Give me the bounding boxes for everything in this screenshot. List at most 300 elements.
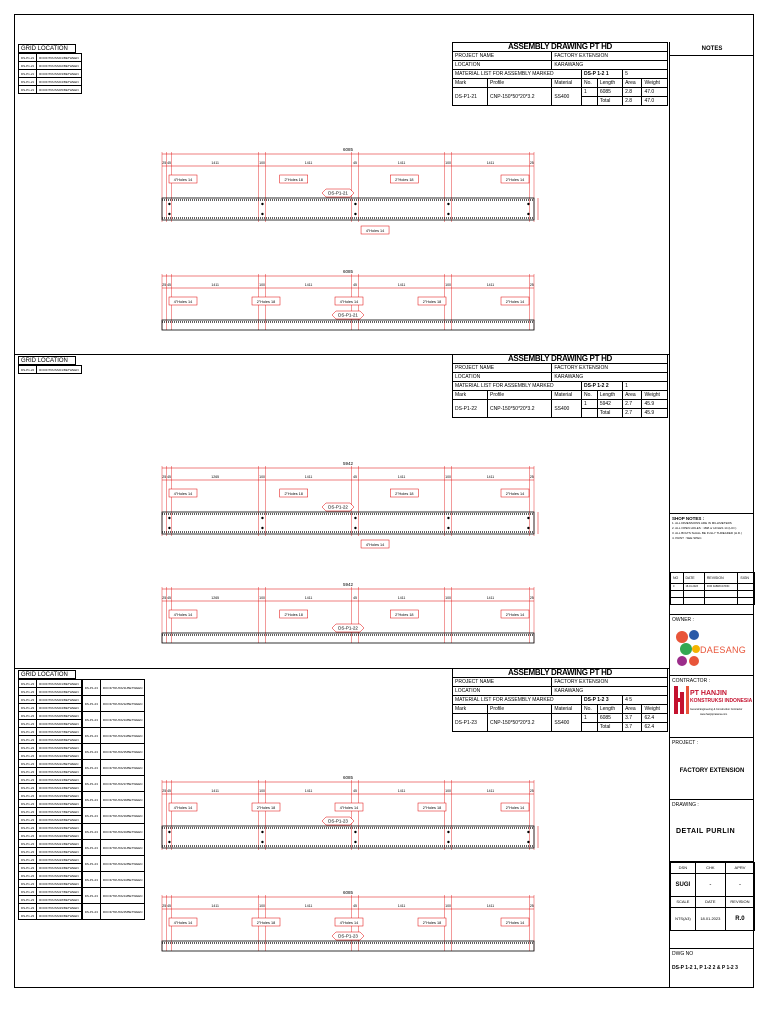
- dsn-value: SUGI: [671, 874, 696, 897]
- hole-callout: 2"Holes 18: [256, 300, 276, 304]
- cell-material: SS400: [552, 88, 582, 106]
- bolt-hole: [261, 831, 263, 833]
- segment-dim: 1411: [397, 596, 406, 600]
- cell-length: 6085: [597, 88, 622, 97]
- grid-cell: DS-P1-23: [82, 680, 100, 696]
- contractor-subtitle: General Engineering & Construction Contractor: [690, 708, 743, 711]
- segment-dim: 1411: [211, 283, 219, 287]
- segment-dim: 25: [162, 904, 167, 908]
- grid-header: GRID LOCATION: [19, 671, 76, 679]
- segment-dim: 100: [445, 789, 451, 793]
- grid-cell: ROOF/TRUSS/09/BETWEEN: [37, 744, 82, 752]
- bolt-hole: [261, 527, 263, 529]
- bolt-hole: [168, 841, 170, 843]
- bolt-hole: [354, 517, 356, 519]
- grid-cell: DS-P1-23: [82, 872, 100, 888]
- assembly-title: ASSEMBLY DRAWING PT HD: [453, 355, 668, 364]
- grid-cell: DS-P1-23: [19, 808, 37, 816]
- grid-cell: DS-P1-23: [82, 744, 100, 760]
- bolt-hole: [447, 517, 449, 519]
- grid-cell: DS-P1-23: [19, 864, 37, 872]
- assembly-title: ASSEMBLY DRAWING PT HD: [453, 43, 668, 52]
- segment-dim: 1411: [211, 904, 219, 908]
- project-label: PROJECT NAME: [453, 52, 552, 61]
- date-label: DATE: [695, 897, 725, 908]
- segment-dim: 1411: [486, 161, 495, 165]
- grid-cell: ROOF/TRUSS/25/BETWEEN: [37, 872, 82, 880]
- grid-cell: ROOF/TRUSS/06/BETWEEN: [37, 720, 82, 728]
- overall-dim: 5942: [342, 582, 354, 587]
- segment-dim: 100: [259, 789, 265, 793]
- material-qty: 4 5: [623, 696, 668, 705]
- grid-cell: DS-P1-23: [19, 800, 37, 808]
- hole-callout: 2"Holes 14: [505, 921, 525, 925]
- dsn-label: DSN: [671, 863, 696, 874]
- revision-value: R.0: [725, 908, 754, 931]
- segment-dim: 25: [529, 475, 534, 479]
- hole-callout: 2"Holes 18: [256, 921, 276, 925]
- contractor-name: PT HANJIN: [690, 690, 727, 697]
- rev-cell: 18.01.2023: [683, 584, 704, 591]
- drawing-area: [14, 42, 669, 988]
- grid-cell: DS-P1-23: [19, 792, 37, 800]
- grid-cell: ROOF/TRUSS/12/BETWEEN: [37, 768, 82, 776]
- title-block: [669, 42, 754, 988]
- col-header: Mark: [453, 79, 488, 88]
- cell-profile: CNP-150*50*20*3.2: [488, 714, 552, 732]
- cell-mark: DS-P1-22: [453, 400, 488, 418]
- hole-callout: 2"Holes 14: [505, 492, 525, 496]
- segment-dim: 1411: [397, 789, 406, 793]
- grid-cell: DS-P1-23: [82, 824, 100, 840]
- cell-mark: DS-P1-23: [453, 714, 488, 732]
- contractor-label: CONTRACTOR :: [672, 678, 710, 684]
- grid-cell: ROOF/TRUSS/24/BETWEEN: [37, 864, 82, 872]
- rev-col: NO: [671, 573, 684, 584]
- segment-dim: 1411: [304, 283, 313, 287]
- cell-area: 2.8: [623, 88, 642, 97]
- col-header: Length: [597, 79, 622, 88]
- segment-dim: 1411: [397, 161, 406, 165]
- grid-cell: ROOF/TRUSS/10/BETWEEN: [37, 752, 82, 760]
- grid-cell: ROOF/TRUSS/33/BETWEEN: [100, 712, 145, 728]
- material-label: MATERIAL LIST FOR ASSEMBLY MARKED: [453, 382, 582, 391]
- bolt-hole: [527, 203, 529, 205]
- grid-cell: ROOF/TRUSS/17/BETWEEN: [37, 808, 82, 816]
- grid-cell: DS-P1-21: [19, 70, 37, 78]
- material-mark: DS-P 1-2 1: [581, 70, 622, 79]
- bolt-hole: [527, 831, 529, 833]
- grid-cell: DS-P1-23: [19, 848, 37, 856]
- grid-cell: ROOF/TRUSS/04/BETWEEN: [37, 704, 82, 712]
- location-label: LOCATION: [453, 687, 552, 696]
- grid-cell: DS-P1-23: [19, 880, 37, 888]
- segment-dim: 1411: [211, 789, 219, 793]
- rev-cell: FOR FABRICATION: [704, 584, 738, 591]
- hole-callout: 2"Holes 14: [505, 613, 525, 617]
- total-label: Total: [597, 409, 622, 418]
- grid-cell: ROOF/TRUSS/05/BETWEEN: [37, 86, 82, 94]
- rev-col: DATE: [683, 573, 704, 584]
- bolt-hole: [354, 527, 356, 529]
- segment-dim: 100: [259, 475, 265, 479]
- purlin-body: [162, 512, 534, 534]
- grid-cell: ROOF/TRUSS/01/BETWEEN: [37, 366, 82, 374]
- col-header: Area: [623, 391, 642, 400]
- material-qty: 1: [623, 382, 668, 391]
- cell-weight: 45.9: [642, 400, 668, 409]
- grid-cell: DS-P1-23: [19, 856, 37, 864]
- segment-dim: 1411: [304, 596, 313, 600]
- apr-label: APRV: [725, 863, 754, 874]
- segment-dim: 45: [353, 161, 358, 165]
- col-header: Length: [597, 705, 622, 714]
- grid-cell: DS-P1-23: [82, 888, 100, 904]
- grid-cell: DS-P1-23: [19, 744, 37, 752]
- bolt-hole: [354, 841, 356, 843]
- total-area: 2.7: [623, 409, 642, 418]
- project-label: PROJECT NAME: [453, 364, 552, 373]
- col-header: Mark: [453, 705, 488, 714]
- grid-cell: DS-P1-21: [19, 62, 37, 70]
- purlin-body: [162, 198, 534, 220]
- chk-value: -: [695, 874, 725, 897]
- segment-dim: 100: [445, 904, 451, 908]
- grid-cell: DS-P1-23: [19, 824, 37, 832]
- grid-cell: ROOF/TRUSS/28/BETWEEN: [37, 896, 82, 904]
- segment-dim: 1411: [304, 789, 313, 793]
- col-header: No.: [581, 705, 597, 714]
- bolt-hole: [354, 831, 356, 833]
- col-header: Profile: [488, 705, 552, 714]
- grid-cell: ROOF/TRUSS/22/BETWEEN: [37, 848, 82, 856]
- grid-cell: DS-P1-23: [19, 904, 37, 912]
- col-header: Area: [623, 705, 642, 714]
- bolt-hole: [168, 213, 170, 215]
- hole-callout: 4"Holes 14: [173, 492, 193, 496]
- grid-cell: DS-P1-23: [19, 696, 37, 704]
- col-header: Length: [597, 391, 622, 400]
- purlin-drawings: [14, 42, 669, 988]
- segment-dim: 25: [529, 904, 534, 908]
- grid-cell: ROOF/TRUSS/07/BETWEEN: [37, 728, 82, 736]
- bolt-hole: [527, 213, 529, 215]
- segment-dim: 100: [445, 475, 451, 479]
- cell-area: 2.7: [623, 400, 642, 409]
- grid-cell: ROOF/TRUSS/34/BETWEEN: [100, 728, 145, 744]
- shop-note: 3. ALL BOLTS SHALL BE FULLY THREADED (H.D.): [672, 531, 742, 535]
- cell-profile: CNP-150*50*20*3.2: [488, 88, 552, 106]
- owner-label: OWNER :: [672, 617, 694, 623]
- segment-dim: 45: [167, 596, 172, 600]
- grid-cell: ROOF/TRUSS/37/BETWEEN: [100, 776, 145, 792]
- mark-tag-label: DS-P1-22: [338, 625, 358, 631]
- segment-dim: 1411: [486, 475, 495, 479]
- grid-cell: DS-P1-23: [19, 712, 37, 720]
- hole-callout: 4"Holes 14: [339, 300, 359, 304]
- cell-material: SS400: [552, 714, 582, 732]
- bolt-hole: [447, 831, 449, 833]
- grid-cell: DS-P1-23: [19, 832, 37, 840]
- drawing-label: DRAWING :: [672, 802, 699, 808]
- signoff-table: [670, 862, 755, 931]
- segment-dim: 1265: [211, 475, 220, 479]
- grid-cell: DS-P1-23: [82, 792, 100, 808]
- segment-dim: 25: [529, 596, 534, 600]
- grid-cell: ROOF/TRUSS/43/BETWEEN: [100, 872, 145, 888]
- grid-cell: DS-P1-23: [19, 688, 37, 696]
- grid-cell: ROOF/TRUSS/14/BETWEEN: [37, 784, 82, 792]
- notes-title: NOTES: [670, 42, 754, 56]
- hole-callout: 2"Holes 14: [505, 178, 525, 182]
- grid-cell: ROOF/TRUSS/13/BETWEEN: [37, 776, 82, 784]
- hole-callout: 2"Holes 18: [422, 806, 442, 810]
- grid-cell: DS-P1-23: [19, 720, 37, 728]
- grid-cell: ROOF/TRUSS/02/BETWEEN: [37, 62, 82, 70]
- bolt-hole: [527, 527, 529, 529]
- segment-dim: 100: [259, 283, 265, 287]
- bolt-hole: [168, 831, 170, 833]
- apr-value: -: [725, 874, 754, 897]
- col-header: Profile: [488, 391, 552, 400]
- hole-callout: 2"Holes 18: [256, 806, 276, 810]
- grid-cell: ROOF/TRUSS/23/BETWEEN: [37, 856, 82, 864]
- grid-cell: ROOF/TRUSS/29/BETWEEN: [37, 904, 82, 912]
- grid-cell: DS-P1-23: [19, 840, 37, 848]
- cell-no: 1: [581, 400, 597, 409]
- hole-callout: 4"Holes 14: [339, 806, 359, 810]
- date-value: 18.01.2023: [695, 908, 725, 931]
- grid-cell: ROOF/TRUSS/41/BETWEEN: [100, 840, 145, 856]
- segment-dim: 1411: [486, 283, 495, 287]
- assembly-title: ASSEMBLY DRAWING PT HD: [453, 669, 668, 678]
- location-label: LOCATION: [453, 373, 552, 382]
- hole-callout: 2"Holes 18: [395, 178, 414, 182]
- grid-cell: ROOF/TRUSS/11/BETWEEN: [37, 760, 82, 768]
- material-mark: DS-P 1-2 3: [581, 696, 622, 705]
- segment-dim: 45: [167, 283, 172, 287]
- total-area: 2.8: [623, 97, 642, 106]
- grid-cell: DS-P1-21: [19, 86, 37, 94]
- grid-cell: DS-P1-23: [19, 704, 37, 712]
- drawing-box: [670, 800, 754, 862]
- grid-cell: DS-P1-23: [19, 728, 37, 736]
- segment-dim: 1411: [486, 789, 495, 793]
- bolt-hole: [168, 517, 170, 519]
- scale-label: SCALE: [671, 897, 696, 908]
- total-area: 3.7: [623, 723, 642, 732]
- mark-tag-label: DS-P1-21: [328, 190, 348, 196]
- bolt-hole: [527, 517, 529, 519]
- total-weight: 62.4: [642, 723, 668, 732]
- grid-cell: DS-P1-23: [82, 760, 100, 776]
- grid-cell: ROOF/TRUSS/27/BETWEEN: [37, 888, 82, 896]
- project-name: FACTORY EXTENSION: [679, 768, 745, 774]
- grid-cell: ROOF/TRUSS/15/BETWEEN: [37, 792, 82, 800]
- segment-dim: 100: [259, 596, 265, 600]
- grid-cell: ROOF/TRUSS/35/BETWEEN: [100, 744, 145, 760]
- segment-dim: 1411: [397, 283, 406, 287]
- grid-cell: DS-P1-23: [82, 904, 100, 920]
- segment-dim: 45: [353, 789, 358, 793]
- hole-callout: 4"Holes 14: [173, 300, 193, 304]
- segment-dim: 45: [167, 161, 172, 165]
- segment-dim: 100: [259, 161, 265, 165]
- shop-note: 2. ALL OPEN HOLES : 18Ø or HOLES 14 (H.D.): [672, 526, 737, 530]
- bolt-hole: [261, 841, 263, 843]
- grid-cell: DS-P1-23: [19, 736, 37, 744]
- bolt-hole: [354, 203, 356, 205]
- grid-header: GRID LOCATION: [19, 357, 76, 365]
- grid-cell: ROOF/TRUSS/04/BETWEEN: [37, 78, 82, 86]
- chk-label: CHK: [695, 863, 725, 874]
- segment-dim: 45: [353, 904, 358, 908]
- hole-callout: 2"Holes 18: [284, 613, 303, 617]
- grid-cell: DS-P1-23: [19, 760, 37, 768]
- col-header: Mark: [453, 391, 488, 400]
- segment-dim: 25: [529, 283, 534, 287]
- shop-notes-title: SHOP NOTES :: [672, 516, 705, 521]
- project-label: PROJECT NAME: [453, 678, 552, 687]
- grid-cell: DS-P1-23: [82, 840, 100, 856]
- owner-box: [670, 614, 754, 676]
- grid-cell: ROOF/TRUSS/39/BETWEEN: [100, 808, 145, 824]
- hole-callout: 4"Holes 14: [173, 178, 193, 182]
- dwg-no-box: [670, 948, 754, 988]
- cell-no: 1: [581, 88, 597, 97]
- bolt-hole: [261, 517, 263, 519]
- hole-callout: 2"Holes 14: [505, 806, 525, 810]
- mark-tag-label: DS-P1-21: [338, 312, 358, 318]
- segment-dim: 1411: [397, 904, 406, 908]
- grid-cell: DS-P1-23: [19, 872, 37, 880]
- material-mark: DS-P 1-2 2: [581, 382, 622, 391]
- purlin-body: [162, 826, 534, 848]
- hole-callout: 4"Holes 14: [173, 806, 193, 810]
- segment-dim: 45: [167, 475, 172, 479]
- location-value: KARAWANG: [552, 687, 668, 696]
- col-header: Material: [552, 705, 582, 714]
- col-header: No.: [581, 79, 597, 88]
- contractor-name-2: KONSTRUKSI INDONESIA: [690, 698, 753, 704]
- segment-dim: 25: [529, 161, 534, 165]
- material-label: MATERIAL LIST FOR ASSEMBLY MARKED: [453, 696, 582, 705]
- overall-dim: 6085: [342, 890, 354, 895]
- overall-dim: 5942: [342, 461, 354, 466]
- grid-cell: DS-P1-21: [19, 54, 37, 62]
- hole-callout: 4"Holes 14: [365, 229, 385, 233]
- bolt-hole: [447, 527, 449, 529]
- grid-cell: ROOF/TRUSS/36/BETWEEN: [100, 760, 145, 776]
- total-weight: 45.9: [642, 409, 668, 418]
- mark-tag-label: DS-P1-22: [328, 504, 348, 510]
- project-value: FACTORY EXTENSION: [552, 52, 668, 61]
- bolt-hole: [261, 203, 263, 205]
- dwg-no-value: DS-P 1-2 1, P 1-2 2 & P 1-2 3: [672, 965, 738, 971]
- grid-cell: DS-P1-23: [19, 680, 37, 688]
- hole-callout: 2"Holes 14: [505, 300, 525, 304]
- location-label: LOCATION: [453, 61, 552, 70]
- cell-length: 6085: [597, 714, 622, 723]
- notes-box: [670, 42, 754, 514]
- material-label: MATERIAL LIST FOR ASSEMBLY MARKED: [453, 70, 582, 79]
- grid-cell: ROOF/TRUSS/26/BETWEEN: [37, 880, 82, 888]
- scale-value: NTS(A3): [671, 908, 696, 931]
- segment-dim: 1265: [211, 596, 220, 600]
- hole-callout: 2"Holes 18: [284, 492, 303, 496]
- hole-callout: 2"Holes 18: [422, 921, 442, 925]
- hole-callout: 4"Holes 14: [365, 543, 385, 547]
- grid-cell: ROOF/TRUSS/40/BETWEEN: [100, 824, 145, 840]
- overall-dim: 6085: [342, 147, 354, 152]
- grid-cell: DS-P1-23: [19, 776, 37, 784]
- hole-callout: 2"Holes 18: [422, 300, 442, 304]
- col-header: Weight: [642, 79, 668, 88]
- grid-cell: DS-P1-23: [19, 912, 37, 920]
- grid-cell: DS-P1-23: [82, 856, 100, 872]
- cell-no: 1: [581, 714, 597, 723]
- segment-dim: 1411: [486, 596, 495, 600]
- segment-dim: 25: [162, 161, 167, 165]
- col-header: Material: [552, 79, 582, 88]
- cell-weight: 62.4: [642, 714, 668, 723]
- segment-dim: 1411: [304, 475, 313, 479]
- grid-cell: ROOF/TRUSS/32/BETWEEN: [100, 696, 145, 712]
- grid-cell: DS-P1-23: [19, 816, 37, 824]
- cell-mark: DS-P1-21: [453, 88, 488, 106]
- hanjin-logo-icon: [674, 686, 690, 714]
- project-box: [670, 738, 754, 800]
- col-header: No.: [581, 391, 597, 400]
- segment-dim: 100: [445, 283, 451, 287]
- grid-cell: ROOF/TRUSS/44/BETWEEN: [100, 888, 145, 904]
- cell-profile: CNP-150*50*20*3.2: [488, 400, 552, 418]
- segment-dim: 100: [445, 596, 451, 600]
- bolt-hole: [447, 203, 449, 205]
- grid-cell: ROOF/TRUSS/18/BETWEEN: [37, 816, 82, 824]
- grid-cell: DS-P1-23: [19, 888, 37, 896]
- grid-cell: ROOF/TRUSS/31/BETWEEN: [100, 680, 145, 696]
- grid-cell: ROOF/TRUSS/42/BETWEEN: [100, 856, 145, 872]
- cell-length: 5942: [597, 400, 622, 409]
- grid-cell: ROOF/TRUSS/03/BETWEEN: [37, 70, 82, 78]
- revision-label: REVISION: [725, 897, 754, 908]
- grid-cell: ROOF/TRUSS/02/BETWEEN: [37, 688, 82, 696]
- bolt-hole: [447, 213, 449, 215]
- drawing-name: DETAIL PURLIN: [676, 828, 736, 835]
- location-value: KARAWANG: [552, 373, 668, 382]
- shop-notes-block: [672, 516, 754, 541]
- segment-dim: 25: [162, 475, 167, 479]
- segment-dim: 45: [167, 904, 172, 908]
- col-header: Profile: [488, 79, 552, 88]
- segment-dim: 25: [162, 789, 167, 793]
- owner-name: DAESANG: [700, 645, 747, 655]
- contractor-website: www.hanjinpratama.com: [700, 713, 728, 716]
- grid-cell: ROOF/TRUSS/38/BETWEEN: [100, 792, 145, 808]
- hole-callout: 2"Holes 18: [284, 178, 303, 182]
- project-value: FACTORY EXTENSION: [552, 364, 668, 373]
- grid-cell: ROOF/TRUSS/30/BETWEEN: [37, 912, 82, 920]
- bolt-hole: [354, 213, 356, 215]
- bolt-hole: [168, 203, 170, 205]
- grid-cell: DS-P1-23: [19, 784, 37, 792]
- grid-cell: ROOF/TRUSS/21/BETWEEN: [37, 840, 82, 848]
- bolt-hole: [261, 213, 263, 215]
- grid-cell: DS-P1-23: [19, 896, 37, 904]
- grid-cell: ROOF/TRUSS/01/BETWEEN: [37, 54, 82, 62]
- grid-cell: ROOF/TRUSS/16/BETWEEN: [37, 800, 82, 808]
